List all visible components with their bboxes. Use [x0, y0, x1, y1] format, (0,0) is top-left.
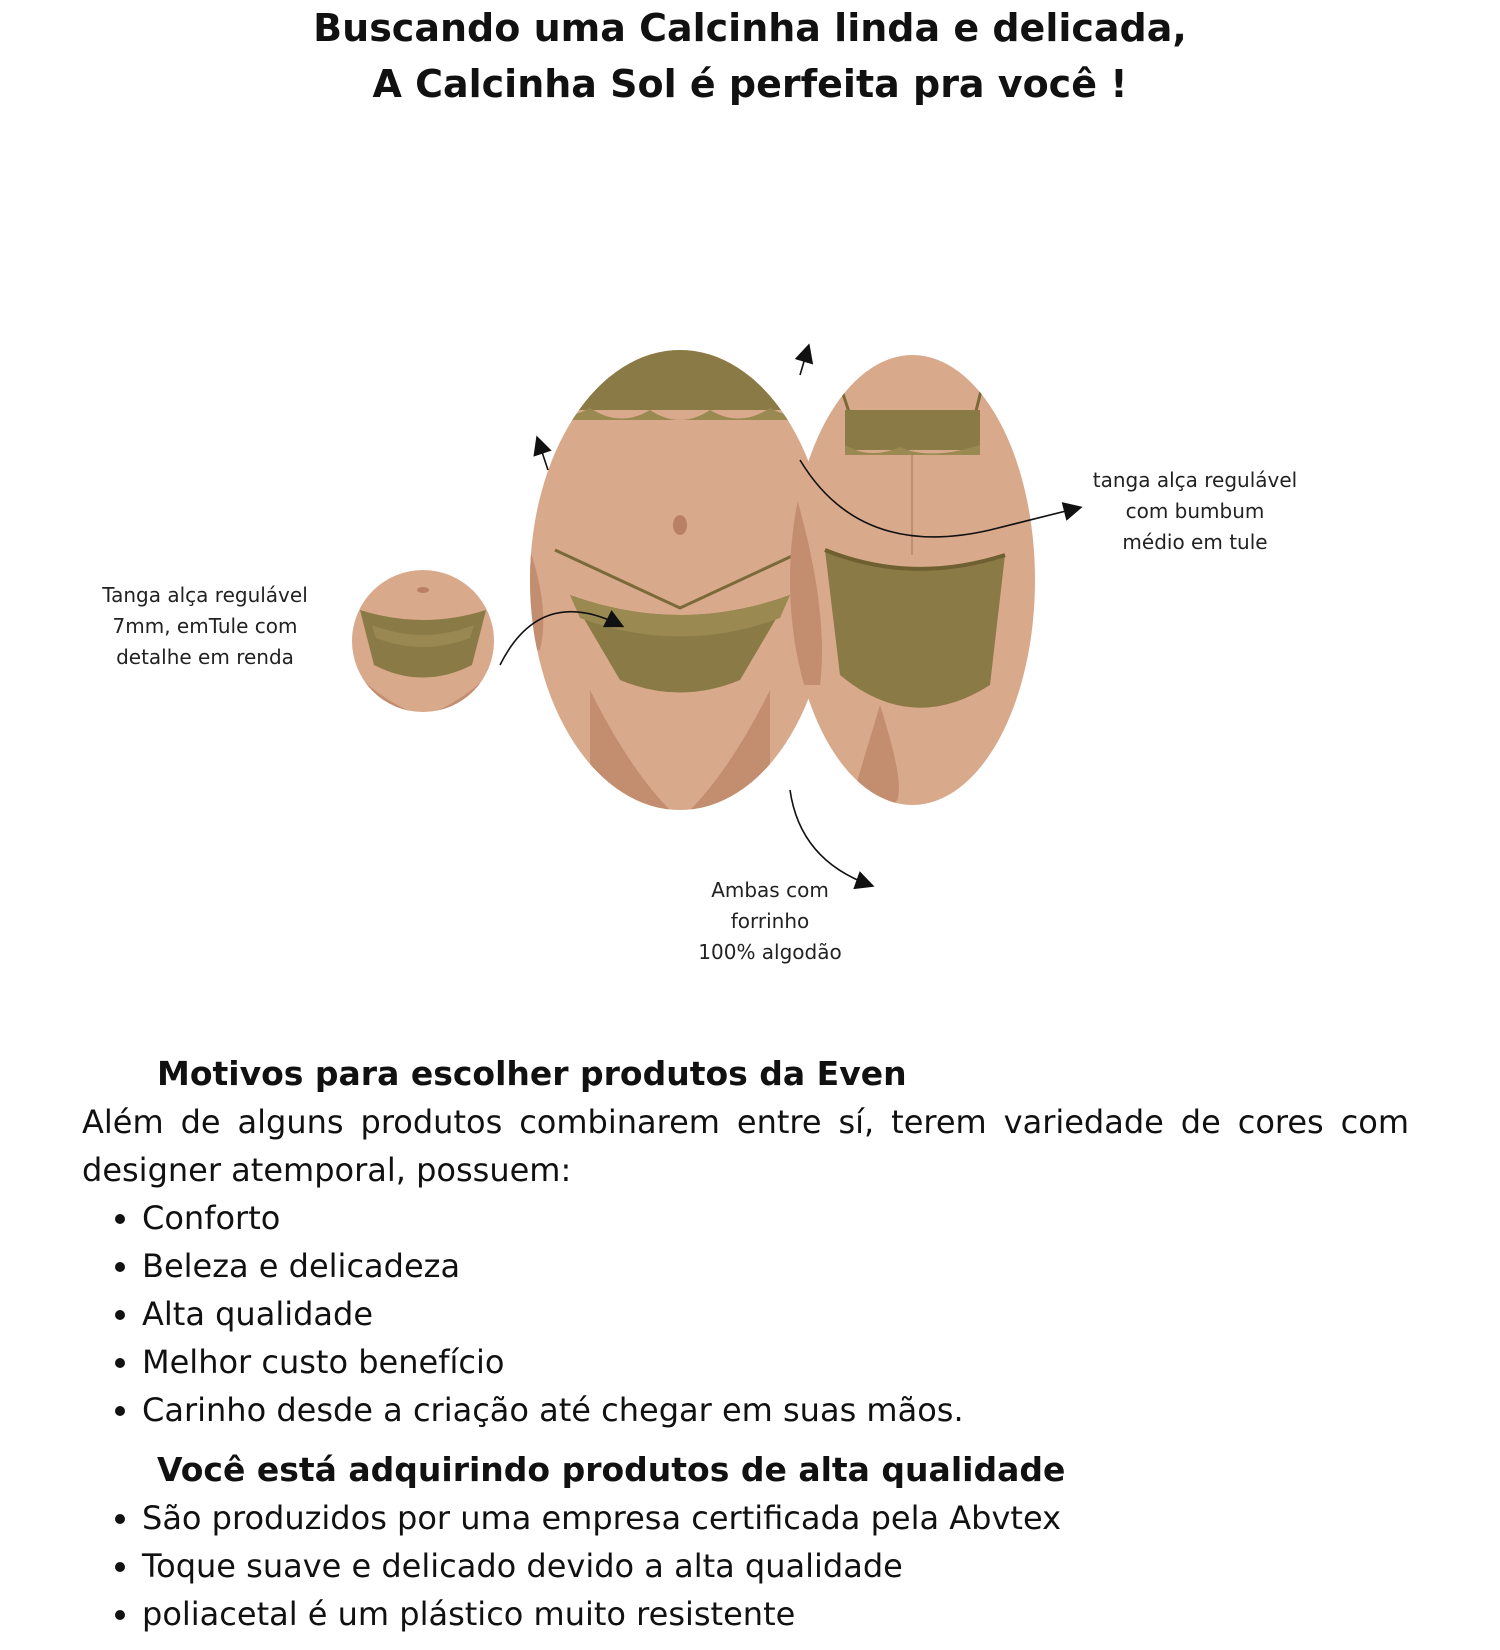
- back-photo-illustration: [790, 355, 1035, 805]
- list-item: • Carinho desde a criação até chegar em suas mãos.: [142, 1386, 1409, 1434]
- caption-left-line: 7mm, emTule com: [112, 614, 298, 638]
- list-item: • Conforto: [142, 1194, 1409, 1242]
- list-item: • Melhor custo benefício: [142, 1338, 1409, 1386]
- reasons-list: [82, 1194, 1409, 1434]
- caption-bottom-line: 100% algodão: [698, 940, 842, 964]
- headline-line-2: A Calcinha Sol é perfeita pra você !: [372, 62, 1128, 106]
- section-title-quality: Você está adquirindo produtos de alta qualidade: [157, 1450, 1066, 1489]
- caption-front-detail: [90, 580, 320, 673]
- detail-photo-illustration: [352, 570, 494, 712]
- caption-back-detail: [1080, 465, 1310, 558]
- caption-right-line: com bumbum: [1125, 499, 1265, 523]
- model-photo-back: [790, 355, 1035, 805]
- section-title-reasons: Motivos para escolher produtos da Even: [157, 1054, 907, 1093]
- list-item: • poliacetal é um plástico muito resistente: [142, 1590, 1409, 1638]
- model-photo-front: [530, 350, 830, 810]
- product-photo-collage: [0, 330, 1500, 970]
- arrow-top-left: [538, 440, 548, 470]
- caption-lining: [685, 875, 855, 968]
- front-photo-illustration: [530, 350, 830, 810]
- arrow-bottom: [790, 790, 870, 885]
- caption-right-line: tanga alça regulável: [1092, 468, 1298, 492]
- caption-bottom-line: Ambas com: [711, 878, 829, 902]
- headline: [0, 0, 1500, 112]
- list-item: • São produzidos por uma empresa certificada pela Abvtex: [142, 1494, 1409, 1542]
- detail-photo-front-small: [352, 570, 494, 712]
- product-description: [82, 1050, 1409, 1638]
- arrow-top: [800, 348, 808, 375]
- headline-line-1: Buscando uma Calcinha linda e delicada,: [313, 6, 1187, 50]
- caption-left-line: Tanga alça regulável: [102, 583, 308, 607]
- section-paragraph-reasons: Além de alguns produtos combinarem entre sí, terem variedade de cores com designer atemporal, possuem:: [82, 1103, 1409, 1189]
- quality-list: [82, 1494, 1409, 1638]
- caption-bottom-line: forrinho: [730, 909, 810, 933]
- caption-left-line: detalhe em renda: [116, 645, 294, 669]
- list-item: • Beleza e delicadeza: [142, 1242, 1409, 1290]
- list-item: • Alta qualidade: [142, 1290, 1409, 1338]
- caption-right-line: médio em tule: [1122, 530, 1268, 554]
- list-item: • Toque suave e delicado devido a alta qualidade: [142, 1542, 1409, 1590]
